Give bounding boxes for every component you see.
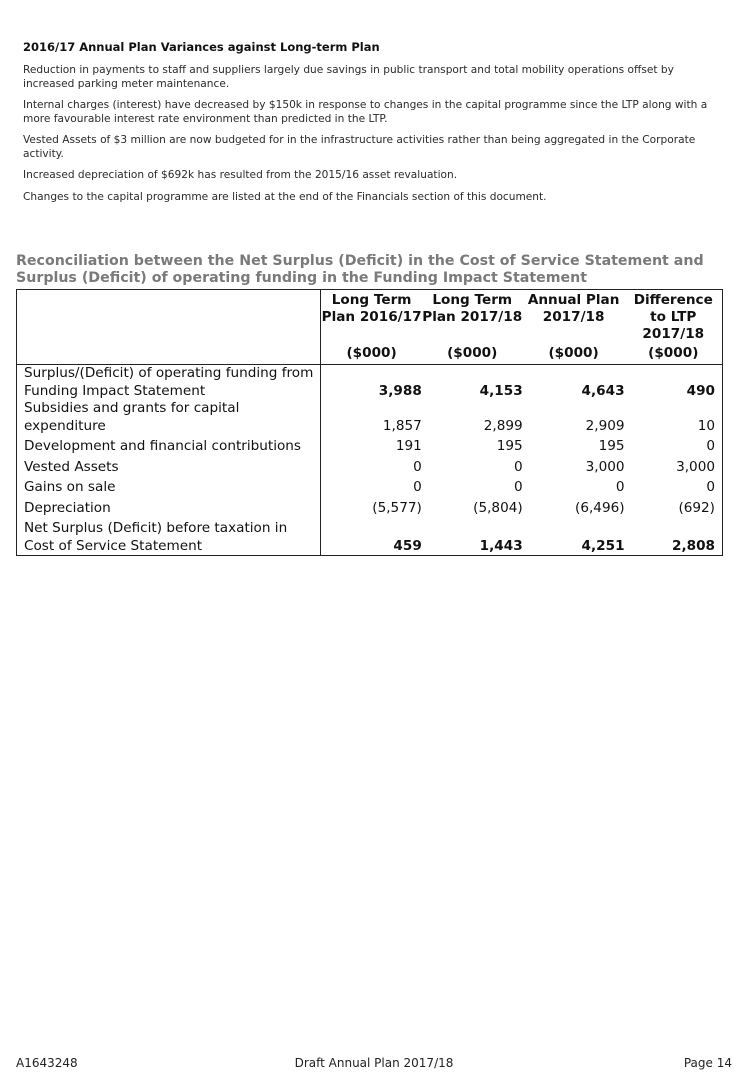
reconciliation-title: Reconciliation between the Net Surplus (Deficit) in the Cost of Service Statement and Surplus (Deficit) of operating funding in the Funding Impact Statement [16, 253, 704, 286]
cell-value: 0 [413, 458, 422, 475]
cell-value: 1,857 [382, 417, 422, 434]
cell-value: 490 [625, 365, 723, 401]
variances-heading: 2016/17 Annual Plan Variances against Long-term Plan [23, 40, 380, 54]
variance-paragraph: Vested Assets of $3 million are now budgeted for in the infrastructure activities rather than being aggregated in the Corporate activity. [23, 134, 696, 160]
cell-value: 459 [393, 537, 422, 554]
cell-value: 10 [697, 417, 715, 434]
row-label: Vested Assets [17, 456, 321, 477]
cell-value: 4,251 [581, 537, 625, 554]
cell-value: 191 [395, 438, 422, 454]
row-label: Subsidies and grants for capital expenditure [17, 400, 321, 435]
table-row-total [17, 517, 723, 556]
column-header: Annual Plan 2017/18 [527, 292, 620, 325]
row-label-header [17, 290, 321, 365]
cell-value: 4,153 [422, 365, 523, 401]
row-label: Surplus/(Deficit) of operating funding from Funding Impact Statement [17, 365, 321, 401]
cell-value: 0 [615, 479, 625, 495]
row-label: Development and financial contributions [17, 435, 321, 456]
cell-value: (5,804) [473, 499, 523, 516]
row-label: Depreciation [17, 497, 321, 518]
cell-value: 3,988 [321, 365, 422, 401]
cell-value: 3,000 [676, 458, 715, 475]
cell-value: 195 [496, 438, 523, 454]
cell-value: (5,577) [372, 499, 422, 516]
row-label: Gains on sale [17, 476, 321, 497]
variance-paragraph: Reduction in payments to staff and suppliers largely due savings in public transport and total mobility operations offset by increased parking meter maintenance. [23, 64, 674, 90]
page-number: Page 14 [683, 1056, 732, 1070]
table-row [17, 456, 723, 477]
cell-value: 2,909 [585, 417, 625, 434]
column-header: Difference to LTP 2017/18 [633, 292, 713, 342]
cell-value: 0 [514, 479, 523, 495]
document-id: A1643248 [16, 1056, 78, 1070]
column-units: ($000) [346, 345, 397, 361]
column-units: ($000) [447, 345, 498, 361]
column-header: Long Term Plan 2017/18 [422, 292, 523, 325]
cell-value: 0 [413, 479, 422, 495]
column-units: ($000) [648, 345, 699, 361]
table-row [17, 497, 723, 518]
cell-value: 0 [514, 458, 523, 475]
table-row [17, 400, 723, 435]
cell-value: 2,899 [483, 417, 523, 434]
variance-paragraph: Internal charges (interest) have decreased by $150k in response to changes in the capital programme since the LTP along with a more favourable interest rate environment than predicted in the LTP. [23, 99, 708, 125]
cell-value: 0 [706, 479, 715, 495]
cell-value: (6,496) [575, 499, 625, 516]
cell-value: 0 [706, 438, 715, 454]
cell-value: (692) [678, 499, 715, 516]
cell-value: 195 [598, 438, 625, 454]
variance-paragraph: Increased depreciation of $692k has resulted from the 2015/16 asset revaluation. [23, 169, 458, 181]
cell-value: 4,643 [523, 365, 625, 401]
page-footer [16, 1056, 732, 1072]
row-label: Net Surplus (Deficit) before taxation in Cost of Service Statement [17, 517, 321, 556]
variance-paragraph: Changes to the capital programme are listed at the end of the Financials section of this document. [23, 190, 547, 203]
column-header: Long Term Plan 2016/17 [321, 292, 422, 325]
table-row [17, 365, 723, 401]
variances-section [23, 40, 713, 212]
cell-value: 1,443 [479, 537, 523, 554]
column-units: ($000) [548, 345, 599, 361]
table-header-row [17, 290, 723, 344]
document-title: Draft Annual Plan 2017/18 [294, 1056, 454, 1070]
table-row [17, 476, 723, 497]
table-row [17, 435, 723, 456]
cell-value: 3,000 [585, 458, 625, 475]
cell-value: 2,808 [672, 537, 715, 554]
reconciliation-table [16, 289, 723, 556]
